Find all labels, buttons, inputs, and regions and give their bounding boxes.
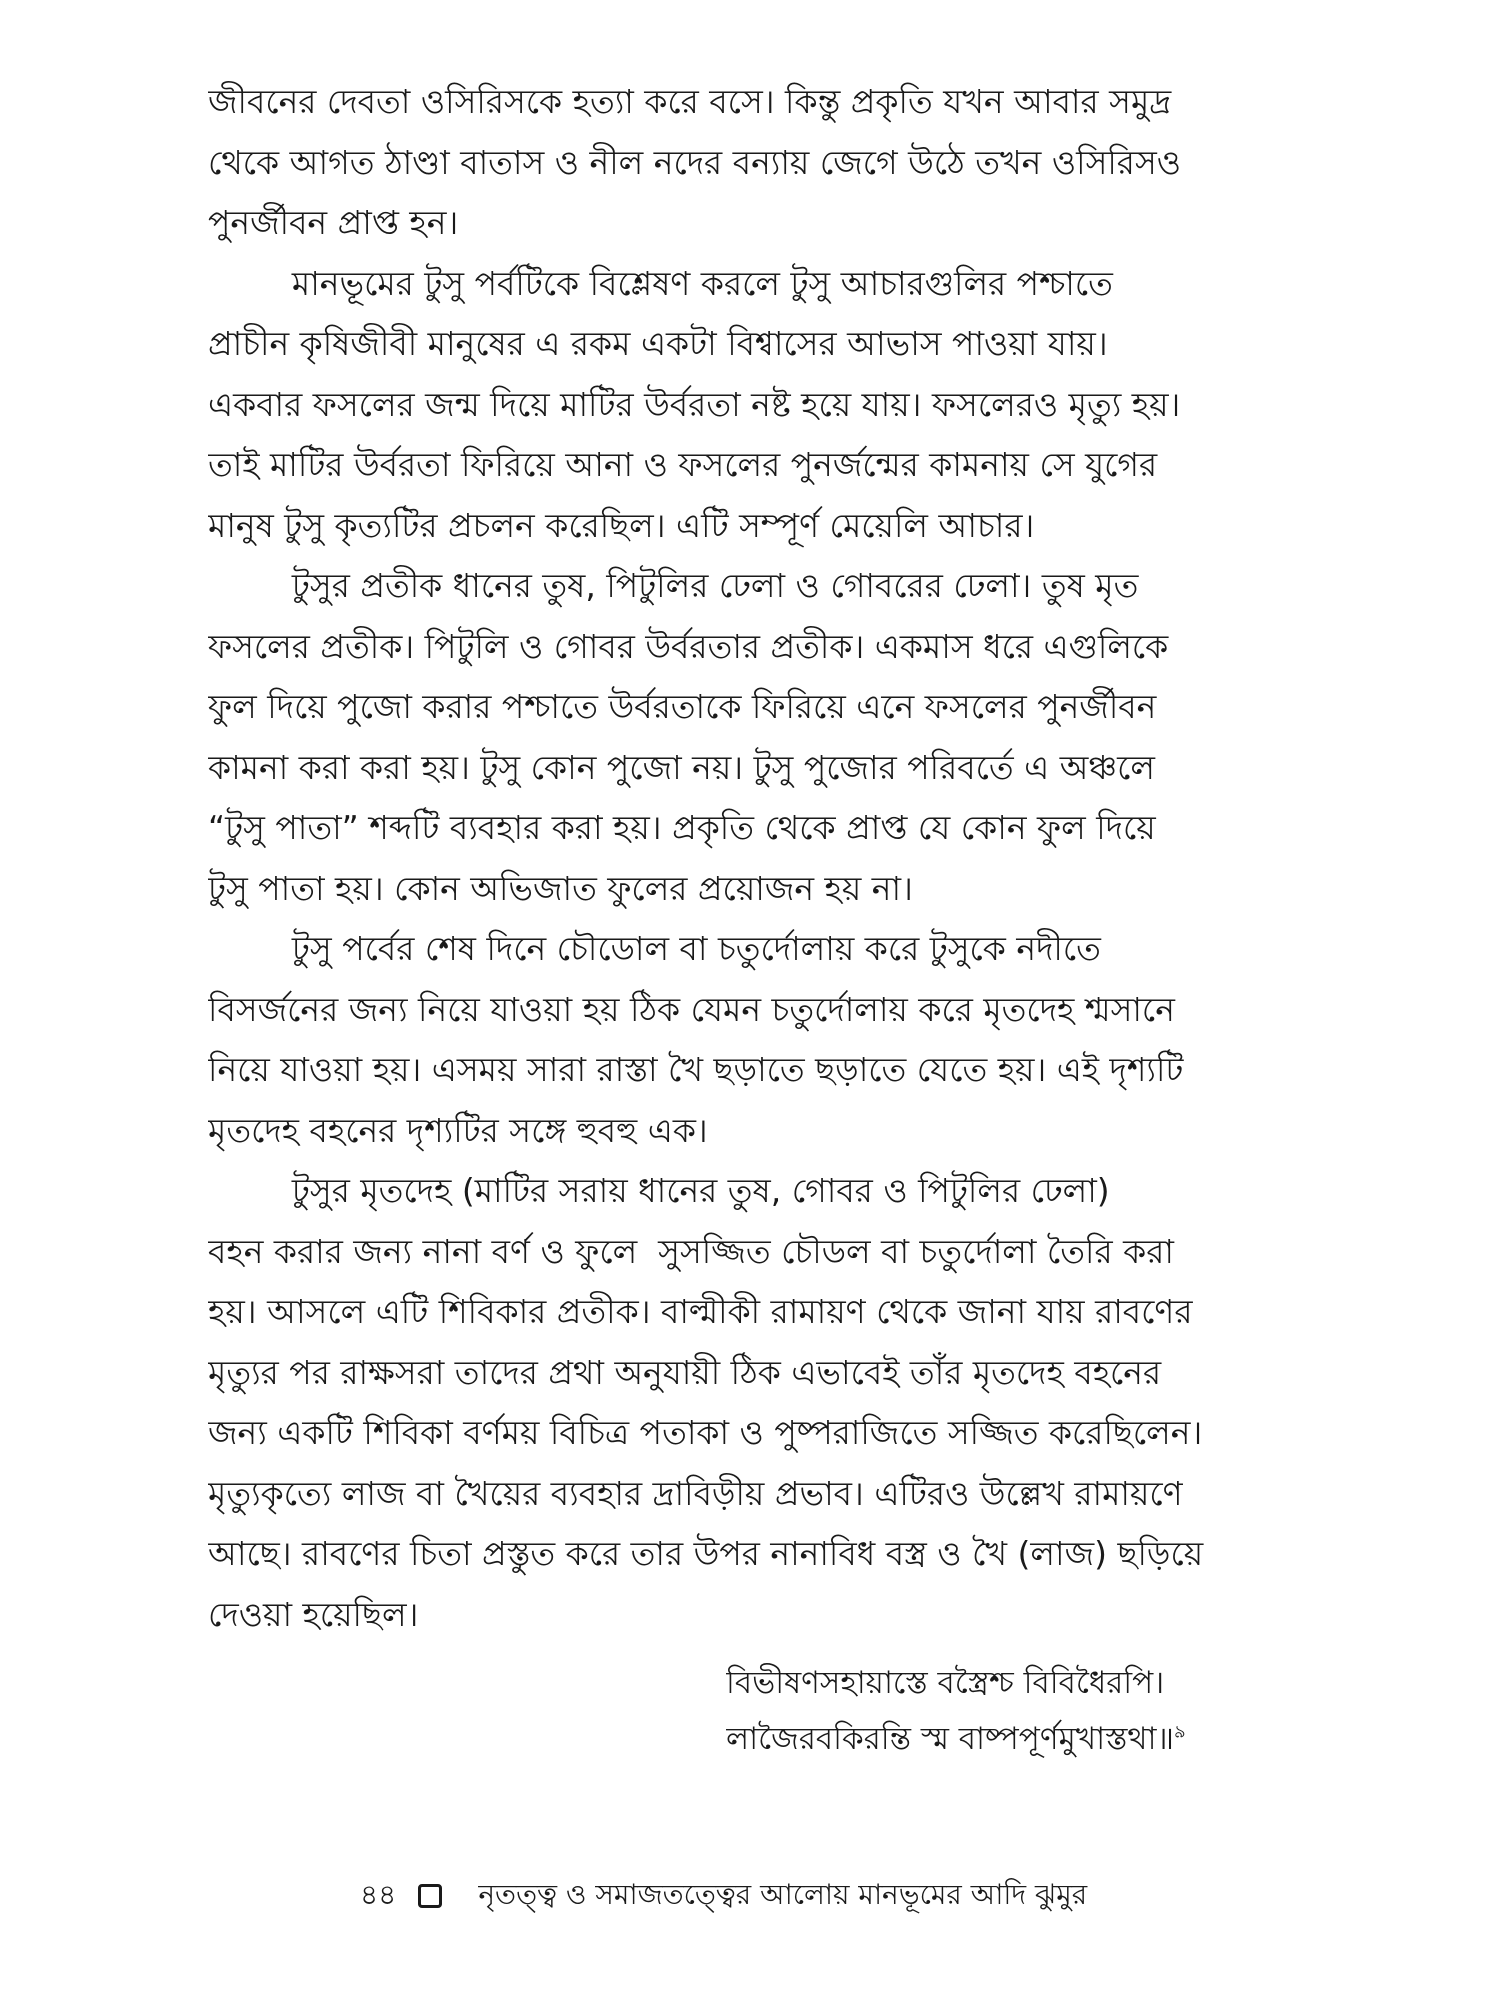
text-line: তাই মাটির উর্বরতা ফিরিয়ে আনা ও ফসলের পুনর্জন্মের কামনায় সে যুগের xyxy=(208,445,1158,484)
text-line: ফসলের প্রতীক। পিটুলি ও গোবর উর্বরতার প্রতীক। একমাস ধরে এগুলিকে xyxy=(208,626,1169,666)
text-line: মানুষ টুসু কৃত্যটির প্রচলন করেছিল। এটি সম্পূর্ণ মেয়েলি আচার। xyxy=(208,505,1035,545)
verse-line-2 xyxy=(726,1711,1286,1767)
sanskrit-verse xyxy=(726,1655,1286,1767)
text-line: কামনা করা করা হয়। টুসু কোন পুজো নয়। টুসু পুজোর পরিবর্তে এ অঞ্চলে xyxy=(208,747,1155,787)
text-line: জীবনের দেবতা ওসিরিসকে হত্যা করে বসে। কিন্তু প্রকৃতি যখন আবার সমুদ্র xyxy=(208,82,1172,121)
page-number: ৪৪ xyxy=(360,1877,397,1911)
text-line: পুনর্জীবন প্রাপ্ত হন। xyxy=(208,203,459,242)
verse-line-1: বিভীষণসহায়াস্তে বস্ত্রৈশ্চ বিবিধৈরপি। xyxy=(726,1665,1165,1701)
footnote-marker: ৯ xyxy=(1174,1721,1186,1743)
text-line: টুসুর মৃতদেহ (মাটির সরায় ধানের তুষ, গোবর ও পিটুলির ঢেলা) xyxy=(208,1171,1110,1210)
text-line: থেকে আগত ঠাণ্ডা বাতাস ও নীল নদের বন্যায় জেগে উঠে তখন ওসিরিসও xyxy=(208,142,1182,182)
text-line: একবার ফসলের জন্ম দিয়ে মাটির উর্বরতা নষ্ট হয়ে যায়। ফসলেরও মৃত্যু হয়। xyxy=(208,384,1181,424)
text-line: “টুসু পাতা” শব্দটি ব্যবহার করা হয়। প্রকৃতি থেকে প্রাপ্ত যে কোন ফুল দিয়ে xyxy=(208,808,1156,847)
verse-line-2-text: লাজৈরবকিরন্তি স্ম বাষ্পপূর্ণমুখাস্তথা॥ xyxy=(726,1721,1175,1757)
text-line: মৃত্যুকৃত্যে লাজ বা খৈয়ের ব্যবহার দ্রাবিড়ীয় প্রভাব। এটিরও উল্লেখ রামায়ণে xyxy=(208,1473,1183,1513)
text-line: মৃত্যুর পর রাক্ষসরা তাদের প্রথা অনুযায়ী ঠিক এভাবেই তাঁর মৃতদেহ বহনের xyxy=(208,1352,1162,1392)
body-text xyxy=(208,72,1323,1645)
text-line: বিসর্জনের জন্য নিয়ে যাওয়া হয় ঠিক যেমন চতুর্দোলায় করে মৃতদেহ শ্মসানে xyxy=(208,989,1175,1029)
text-line: টুসুর প্রতীক ধানের তুষ, পিটুলির ঢেলা ও গোবরের ঢেলা। তুষ মৃত xyxy=(208,566,1139,605)
text-line: বহন করার জন্য নানা বর্ণ ও ফুলে সুসজ্জিত চৌডল বা চতুর্দোলা তৈরি করা xyxy=(208,1231,1174,1271)
page-footer xyxy=(360,1874,1260,1918)
text-line: টুসু পর্বের শেষ দিনে চৌডোল বা চতুর্দোলায় করে টুসুকে নদীতে xyxy=(208,929,1101,968)
text-line: নিয়ে যাওয়া হয়। এসময় সারা রাস্তা খৈ ছড়াতে ছড়াতে যেতে হয়। এই দৃশ্যটি xyxy=(208,1050,1184,1089)
text-line: প্রাচীন কৃষিজীবী মানুষের এ রকম একটা বিশ্বাসের আভাস পাওয়া যায়। xyxy=(208,324,1108,363)
text-line: জন্য একটি শিবিকা বর্ণময় বিচিত্র পতাকা ও পুষ্পরাজিতে সজ্জিত করেছিলেন। xyxy=(208,1413,1203,1452)
text-line: মানভূমের টুসু পর্বটিকে বিশ্লেষণ করলে টুসু আচারগুলির পশ্চাতে xyxy=(208,263,1113,303)
book-title: নৃতত্ত্ব ও সমাজতত্ত্বের আলোয় মানভূমের আদি ঝুমুর xyxy=(478,1877,1088,1911)
square-bullet-icon xyxy=(418,1884,442,1908)
text-line: দেওয়া হয়েছিল। xyxy=(208,1594,419,1634)
text-line: টুসু পাতা হয়। কোন অভিজাত ফুলের প্রয়োজন হয় না। xyxy=(208,868,913,908)
text-line: মৃতদেহ বহনের দৃশ্যটির সঙ্গে হুবহু এক। xyxy=(208,1110,708,1150)
text-line: হয়। আসলে এটি শিবিকার প্রতীক। বাল্মীকী রামায়ণ থেকে জানা যায় রাবণের xyxy=(208,1292,1193,1331)
text-line: আছে। রাবণের চিতা প্রস্তুত করে তার উপর নানাবিধ বস্ত্র ও খৈ (লাজ) ছড়িয়ে xyxy=(208,1534,1204,1573)
text-line: ফুল দিয়ে পুজো করার পশ্চাতে উর্বরতাকে ফিরিয়ে এনে ফসলের পুনর্জীবন xyxy=(208,687,1157,726)
